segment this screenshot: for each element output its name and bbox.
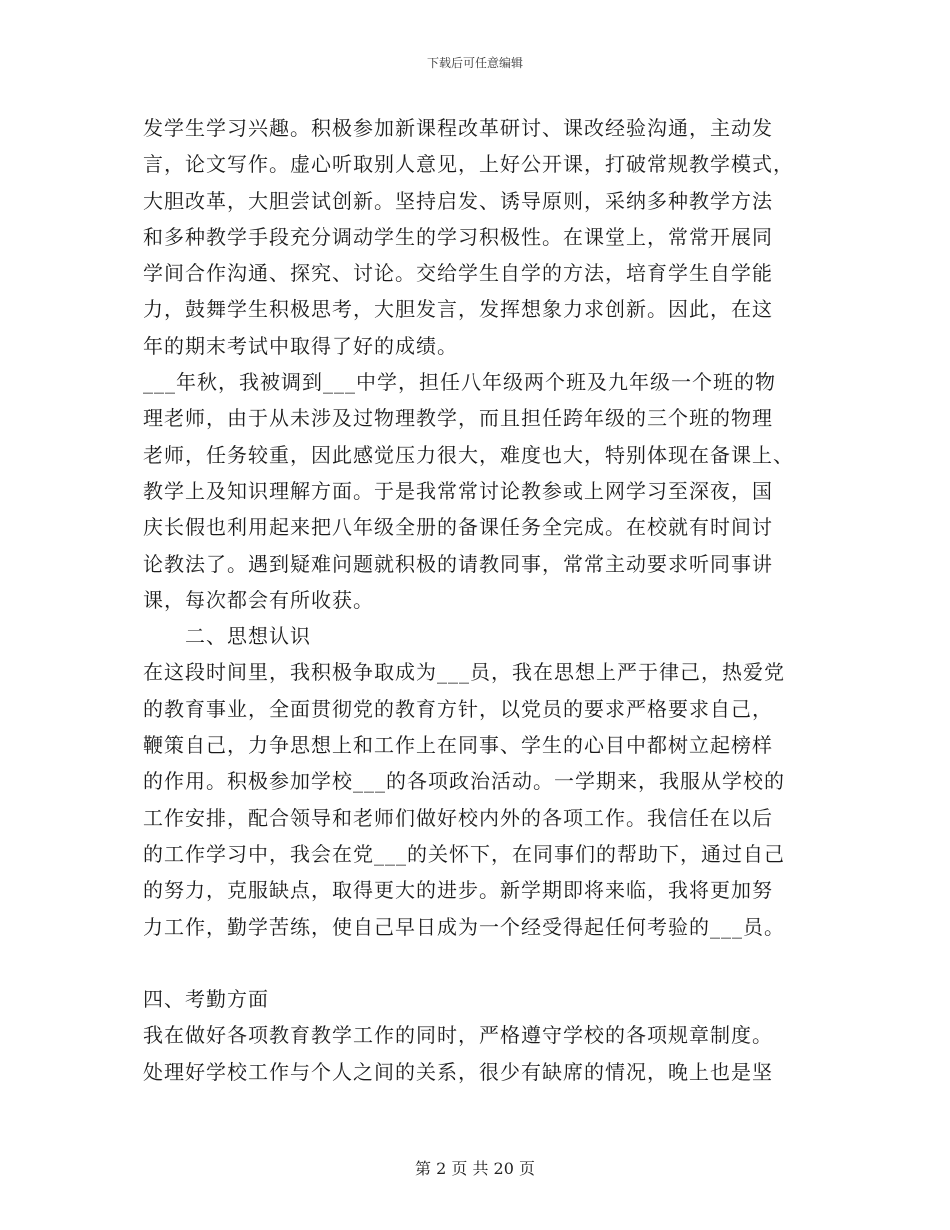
text-line: 的工作学习中，我会在党___的关怀下，在同事们的帮助下，通过自己 <box>143 841 785 866</box>
text-line: 庆长假也利用起来把八年级全册的备课任务全完成。在校就有时间讨 <box>143 515 773 540</box>
document-body <box>143 110 813 1090</box>
text-line: 学间合作沟通、探究、讨论。交给学生自学的方法，培育学生自学能 <box>143 261 773 286</box>
text-line: 力，鼓舞学生积极思考，大胆发言，发挥想象力求创新。因此，在这 <box>143 297 773 322</box>
text-line: 老师，任务较重，因此感觉压力很大，难度也大，特别体现在备课上、 <box>143 442 794 467</box>
text-line: 年的期末考试中取得了好的成绩。 <box>143 333 458 358</box>
blank-line <box>143 945 813 981</box>
page-number-footer: 第 2 页 共 20 页 <box>415 1159 535 1178</box>
text-line: 力工作，勤学苦练，使自己早日成为一个经受得起任何考验的___员。 <box>143 914 785 939</box>
text-line: 的作用。积极参加学校___的各项政治活动。一学期来，我服从学校的 <box>143 769 785 794</box>
section-heading-thoughts: 二、思想认识 <box>185 624 311 649</box>
text-line: 课，每次都会有所收获。 <box>143 587 374 612</box>
text-line: 发学生学习兴趣。积极参加新课程改革研讨、课改经验沟通，主动发 <box>143 116 773 140</box>
text-line: 和多种教学手段充分调动学生的学习积极性。在课堂上，常常开展同 <box>143 224 773 249</box>
text-line: 在这段时间里，我积极争取成为___员，我在思想上严于律己，热爱党 <box>143 660 785 685</box>
text-line: 处理好学校工作与个人之间的关系，很少有缺席的情况，晚上也是坚 <box>143 1059 773 1084</box>
text-line: 大胆改革，大胆尝试创新。坚持启发、诱导原则，采纳多种教学方法 <box>143 188 773 213</box>
text-line: 工作安排，配合领导和老师们做好校内外的各项工作。我信任在以后 <box>143 805 773 830</box>
text-line: 理老师，由于从未涉及过物理教学，而且担任跨年级的三个班的物理 <box>143 406 773 431</box>
section-heading-attendance: 四、考勤方面 <box>143 987 269 1012</box>
text-line: 的努力，克服缺点，取得更大的进步。新学期即将来临，我将更加努 <box>143 878 773 903</box>
text-line: 鞭策自己，力争思想上和工作上在同事、学生的心目中都树立起榜样 <box>143 733 773 758</box>
text-line: 教学上及知识理解方面。于是我常常讨论教参或上网学习至深夜，国 <box>143 478 773 503</box>
text-line: 言，论文写作。虚心听取别人意见，上好公开课，打破常规教学模式， <box>143 152 794 177</box>
text-line: 论教法了。遇到疑难问题就积极的请教同事，常常主动要求听同事讲 <box>143 551 773 576</box>
text-line: 我在做好各项教育教学工作的同时，严格遵守学校的各项规章制度。 <box>143 1023 773 1048</box>
text-line: ___年秋，我被调到___中学，担任八年级两个班及九年级一个班的物 <box>143 370 776 395</box>
text-line: 的教育事业，全面贯彻党的教育方针，以党员的要求严格要求自己， <box>143 696 773 721</box>
page-header: 下载后可任意编辑 <box>426 56 523 70</box>
